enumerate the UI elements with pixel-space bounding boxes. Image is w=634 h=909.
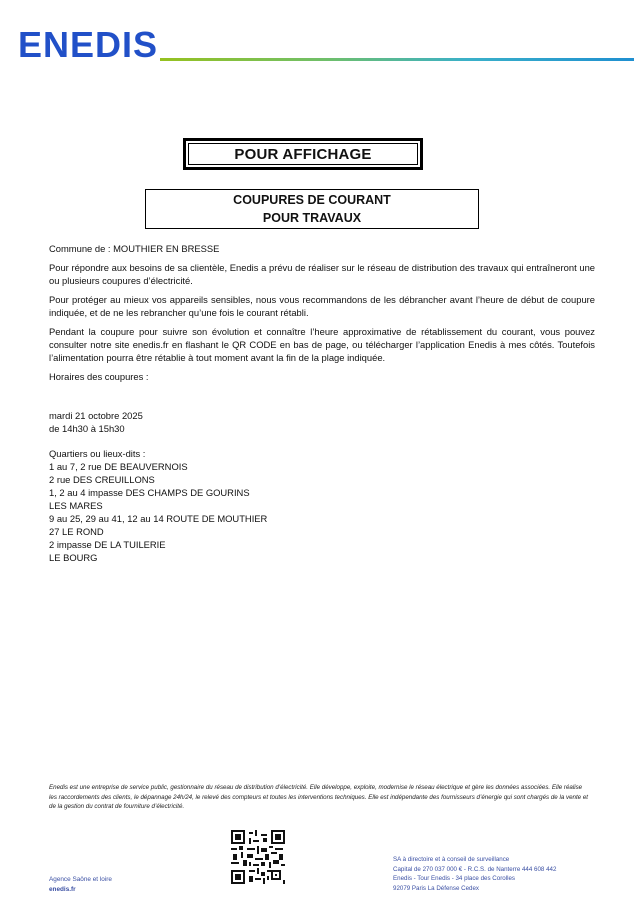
title-box [183,138,423,170]
enedis-logo [18,27,160,63]
list-item: 2 rue DES CREUILLONS [49,474,155,485]
paragraph-3: Pendant la coupure pour suivre son évolution et connaître l’heure approximative de rétablissement du courant, vous pouvez consulter notre site enedis.fr en flashant le QR CODE en bas de page, ou télécharger l’application Enedis à mes côtés. Toutefois l’alimentation pourra être rétablie à tout moment avant la fin de la plage indiquée. [49,326,595,363]
list-item: 9 au 25, 29 au 41, 12 au 14 ROUTE DE MOUTHIER [49,513,268,524]
legal-line: 92079 Paris La Défense Cedex [393,884,479,892]
legal-block [393,855,556,893]
outage-date: mardi 21 octobre 2025 [49,410,143,421]
paragraph-2: Pour protéger au mieux vos appareils sensibles, nous vous recommandons de les débrancher avant l’heure de début de coupure indiquée, et de ne les rebrancher qu’une fois le courant rétabli. [49,294,595,318]
schedule-label: Horaires des coupures : [49,371,149,382]
places-list [49,447,595,564]
list-item: 1 au 7, 2 rue DE BEAUVERNOIS [49,461,188,472]
subtitle-line-1: COUPURES DE COURANT [233,193,391,207]
legal-line: Enedis - Tour Enedis - 34 place des Corolles [393,875,515,883]
subtitle-box [145,189,479,229]
subtitle-line-2: POUR TRAVAUX [262,211,362,225]
list-item: 1, 2 au 4 impasse DES CHAMPS DE GOURINS [49,487,250,498]
notice-body [49,242,595,564]
places-label: Quartiers ou lieux-dits : [49,448,146,459]
list-item: LES MARES [49,500,103,511]
legal-line: Capital de 270 037 000 € - R.C.S. de Nanterre 444 608 442 [393,865,557,873]
logo-text: ENEDIS [18,27,159,63]
page-title: POUR AFFICHAGE [234,145,372,163]
header-gradient-line [160,58,634,61]
legal-line: SA à directoire et à conseil de surveillance [393,856,510,863]
agency-block [49,875,112,895]
paragraph-1: Pour répondre aux besoins de sa clientèle, Enedis a prévu de réaliser sur le réseau de distribution des travaux qui entraîneront une ou plusieurs coupures d’électricité. [49,262,595,286]
list-item: 2 impasse DE LA TUILERIE [49,539,166,550]
commune-line: Commune de : MOUTHIER EN BRESSE [49,243,220,254]
list-item: 27 LE ROND [49,526,104,537]
agency-name: Agence Saône et loire [49,876,112,883]
footer-note: Enedis est une entreprise de service public, gestionnaire du réseau de distribution d’électricité. Elle développe, exploite, modernise le réseau électrique et gère les données associées. Elle réalise les raccordements des clients, le dépannage 24h/24, le relevé des compteurs et toutes les interventions techniques. Elle est indépendante des fournisseurs d’énergie qui sont chargés de la vente et de la gestion du contrat de fourniture d’électricité. [49,784,588,810]
outage-time: de 14h30 à 15h30 [49,423,125,434]
qr-code[interactable] [231,830,285,884]
list-item: LE BOURG [49,552,98,563]
website-link[interactable]: enedis.fr [49,886,76,893]
